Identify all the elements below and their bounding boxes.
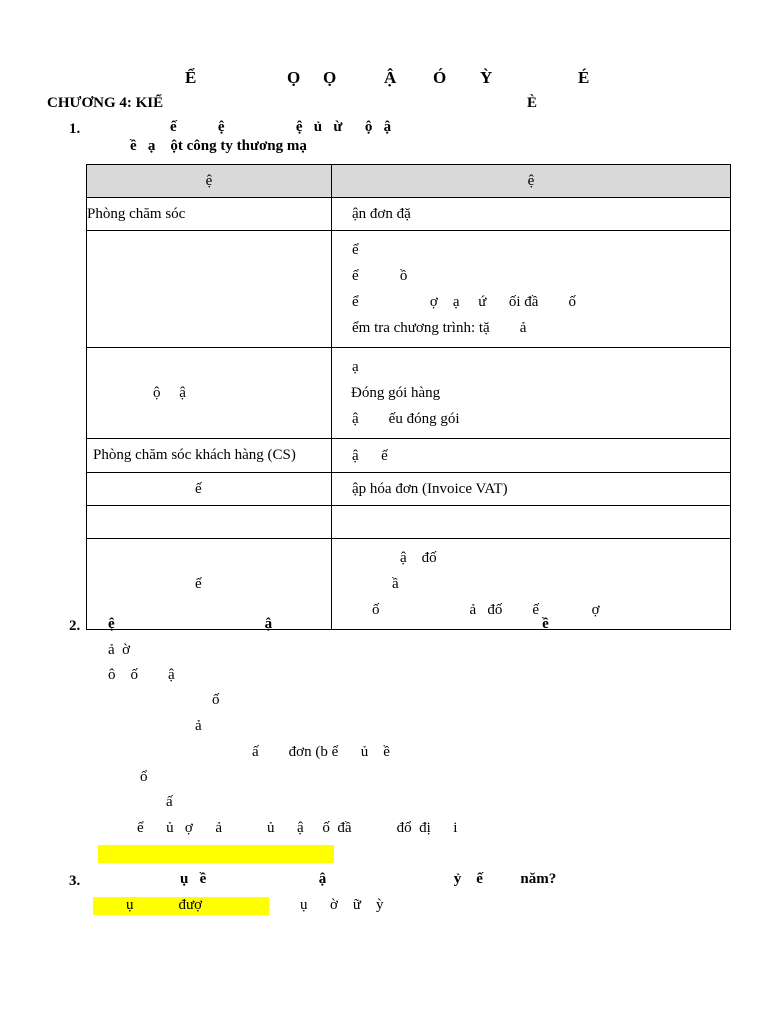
table-row bbox=[87, 506, 731, 539]
table-row bbox=[87, 439, 731, 473]
title-fragment: Ó bbox=[433, 68, 447, 87]
table-row bbox=[87, 473, 731, 506]
task-line: ạ bbox=[352, 359, 359, 375]
q1-line2: ề ạ ột công ty thương mạ bbox=[130, 138, 307, 154]
table-header-row bbox=[87, 165, 731, 198]
task-line: ểm tra chương trình: tặ ả bbox=[352, 320, 527, 336]
table-cell-department bbox=[87, 231, 332, 348]
task-line: ể ồ bbox=[352, 268, 408, 284]
table-header-cell: ệ bbox=[332, 165, 731, 198]
q2-line: ể ủ ợ ả ủ ậ ố đầ đổ đị i bbox=[137, 820, 458, 836]
q3-answer-highlighted: ụ đượ bbox=[126, 897, 203, 913]
table-cell-department bbox=[87, 506, 332, 539]
q2-line: ổ bbox=[140, 769, 148, 785]
table-header-cell: ệ bbox=[87, 165, 332, 198]
task-line: ận đơn đặ bbox=[352, 206, 411, 222]
process-table bbox=[86, 164, 731, 630]
table-cell-tasks bbox=[332, 506, 731, 539]
table-row bbox=[87, 231, 731, 348]
task-line: ể bbox=[352, 242, 359, 258]
highlight-answer-bar bbox=[98, 845, 334, 863]
q2-line: ố bbox=[212, 692, 220, 708]
table-cell-tasks bbox=[332, 348, 731, 439]
task-line: ậ ếu đóng gói bbox=[352, 411, 460, 427]
q3-answer: ụ ờ ữ ỳ bbox=[300, 897, 384, 913]
task-line: ậ đố bbox=[400, 550, 437, 566]
q3-number: 3. bbox=[69, 873, 81, 889]
title-fragment: Ỳ bbox=[480, 68, 493, 87]
q2-line: ô ố ậ bbox=[108, 667, 175, 683]
task-line: ầ bbox=[392, 576, 399, 592]
q2-line: ấ bbox=[166, 794, 173, 810]
q2-line: ấ đơn (b ể ủ ề bbox=[252, 744, 390, 760]
task-line: ậ ế bbox=[352, 447, 388, 464]
title-fragment: É bbox=[578, 68, 590, 87]
chapter-heading-tail: È bbox=[527, 95, 538, 111]
table-row bbox=[87, 198, 731, 231]
table-row bbox=[87, 348, 731, 439]
document-title bbox=[0, 68, 768, 90]
table-cell-department: ế bbox=[87, 473, 332, 506]
table-cell-department: ộ ậ bbox=[87, 348, 332, 439]
q1-line1: ế ệ ệ ủ ừ ộ ậ bbox=[170, 119, 392, 135]
q2-line: ả ờ bbox=[108, 642, 131, 658]
task-line: ố ả đố ế ợ bbox=[372, 602, 600, 618]
task-line bbox=[352, 509, 730, 535]
q2-line: ả bbox=[195, 718, 202, 734]
q2-number: 2. bbox=[69, 618, 81, 634]
table-cell-tasks bbox=[332, 439, 731, 473]
q2-heading: ệ ậ ề bbox=[108, 616, 549, 632]
q1-number: 1. bbox=[69, 121, 81, 137]
table-cell-department: ế bbox=[87, 539, 332, 630]
title-fragment: Ọ bbox=[323, 68, 337, 87]
task-line: ập hóa đơn (Invoice VAT) bbox=[352, 481, 508, 497]
task-line: Đóng gói hàng bbox=[351, 385, 441, 401]
title-fragment: Ọ bbox=[287, 68, 301, 87]
table-cell-department: Phòng chăm sóc bbox=[87, 198, 332, 231]
q3-heading: ụ ề ậ ỷ ế năm? bbox=[180, 871, 557, 887]
title-fragment: Ậ bbox=[384, 68, 397, 87]
table-cell-tasks bbox=[332, 198, 731, 231]
title-fragment: Ể bbox=[185, 68, 197, 87]
task-line: ể ợ ạ ứ ối đầ ố bbox=[352, 294, 576, 310]
chapter-heading: CHƯƠNG 4: KIỂ bbox=[47, 95, 164, 111]
table-cell-department: Phòng chăm sóc khách hàng (CS) bbox=[87, 439, 332, 473]
table-cell-tasks bbox=[332, 473, 731, 506]
table-cell-tasks bbox=[332, 231, 731, 348]
